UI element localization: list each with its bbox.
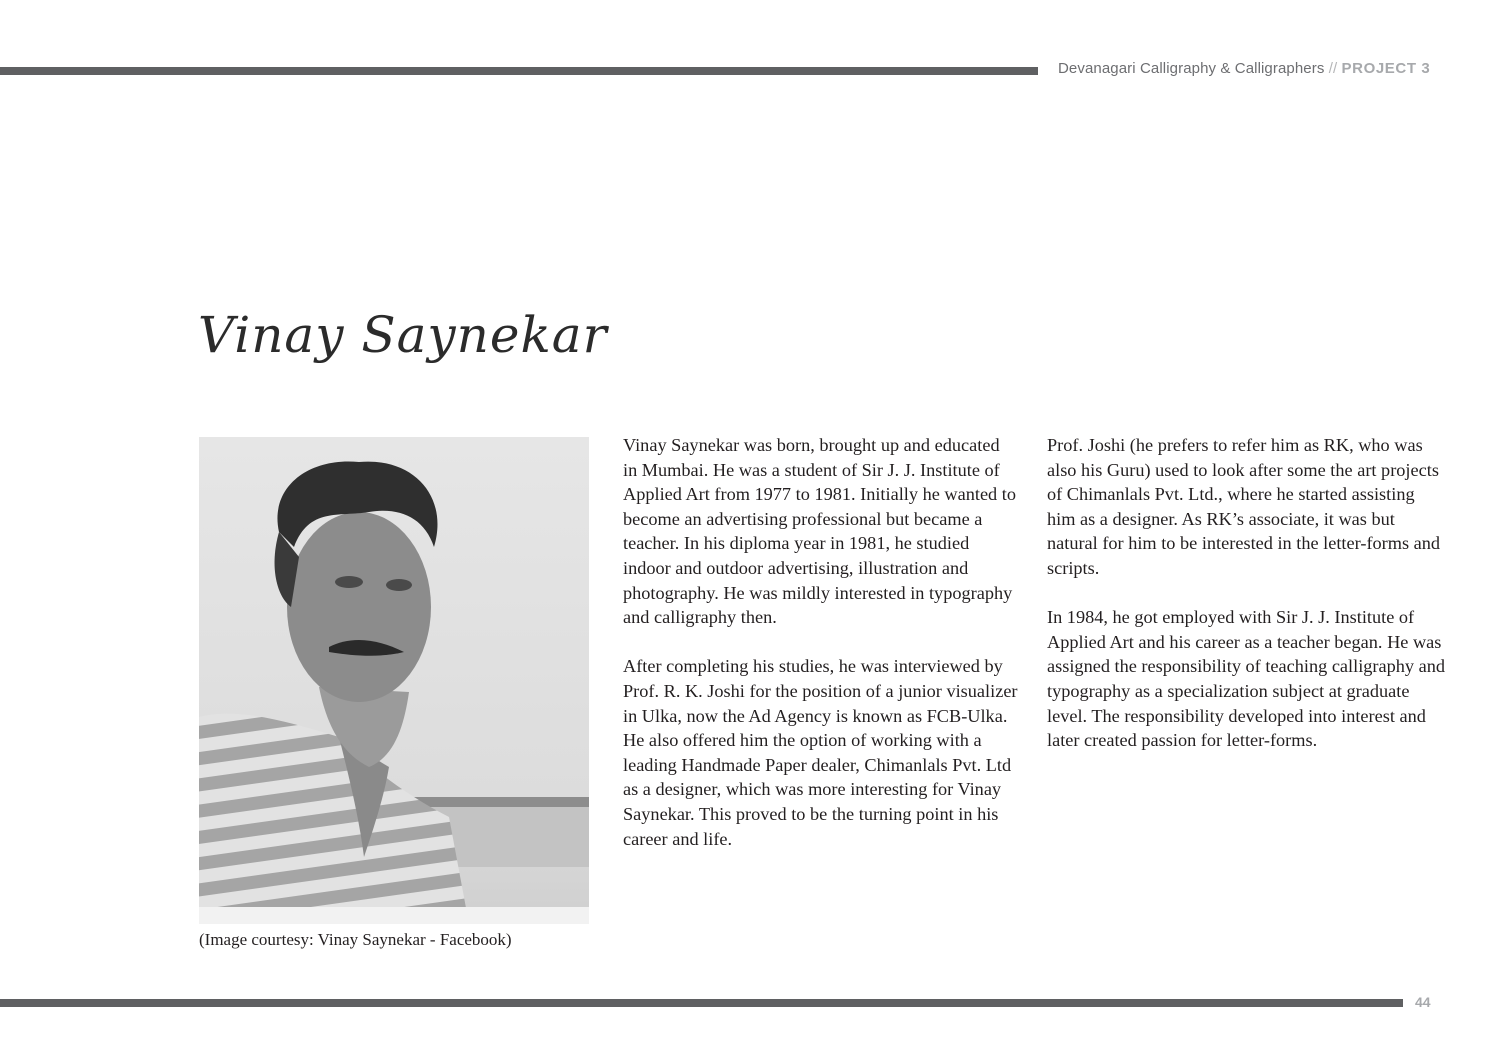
footer-rule	[0, 999, 1403, 1007]
portrait-photo	[199, 437, 589, 924]
header-project: PROJECT 3	[1341, 60, 1431, 77]
text-column-2	[1047, 433, 1447, 777]
header-rule	[0, 67, 1038, 75]
paragraph: Prof. Joshi (he prefers to refer him as RK, who was also his Guru) used to look after some the art projects of Chimanlals Pvt. Ltd., where he started assisting him as a designer. As RK’s associate, it was but natural for him to be interested in the letter-forms and scripts.	[1047, 435, 1441, 578]
paragraph: After completing his studies, he was interviewed by Prof. R. K. Joshi for the position of a junior visualizer in Ulka, now the Ad Agency is known as FCB-Ulka. He also offered him the option of working with a leading Handmade Paper dealer, Chimanlals Pvt. Ltd as a designer, which was more interesting for Vinay Saynekar. This proved to be the turning point in his career and life.	[623, 656, 1018, 849]
paragraph: In 1984, he got employed with Sir J. J. Institute of Applied Art and his career as a teacher began. He was assigned the responsibility of teaching calligraphy and typography as a specialization subject at graduate level. The responsibility developed into interest and later created passion for letter-forms.	[1047, 607, 1446, 751]
header-title: Devanagari Calligraphy & Calligraphers	[1058, 60, 1325, 77]
paragraph: Vinay Saynekar was born, brought up and educated in Mumbai. He was a student of Sir J. J. Institute of Applied Art from 1977 to 1981. Initially he wanted to become an advertising professional but became a teacher. In his diploma year in 1981, he studied indoor and outdoor advertising, illustration and photography. He was mildly interested in typography and calligraphy then.	[623, 435, 1016, 628]
photo-caption: (Image courtesy: Vinay Saynekar - Facebook)	[199, 930, 512, 949]
running-header	[1058, 60, 1448, 77]
header-separator: //	[1328, 60, 1338, 77]
page-title: Vinay Saynekar	[198, 306, 608, 364]
text-column-1	[623, 433, 1018, 876]
page-number: 44	[1415, 994, 1431, 1010]
